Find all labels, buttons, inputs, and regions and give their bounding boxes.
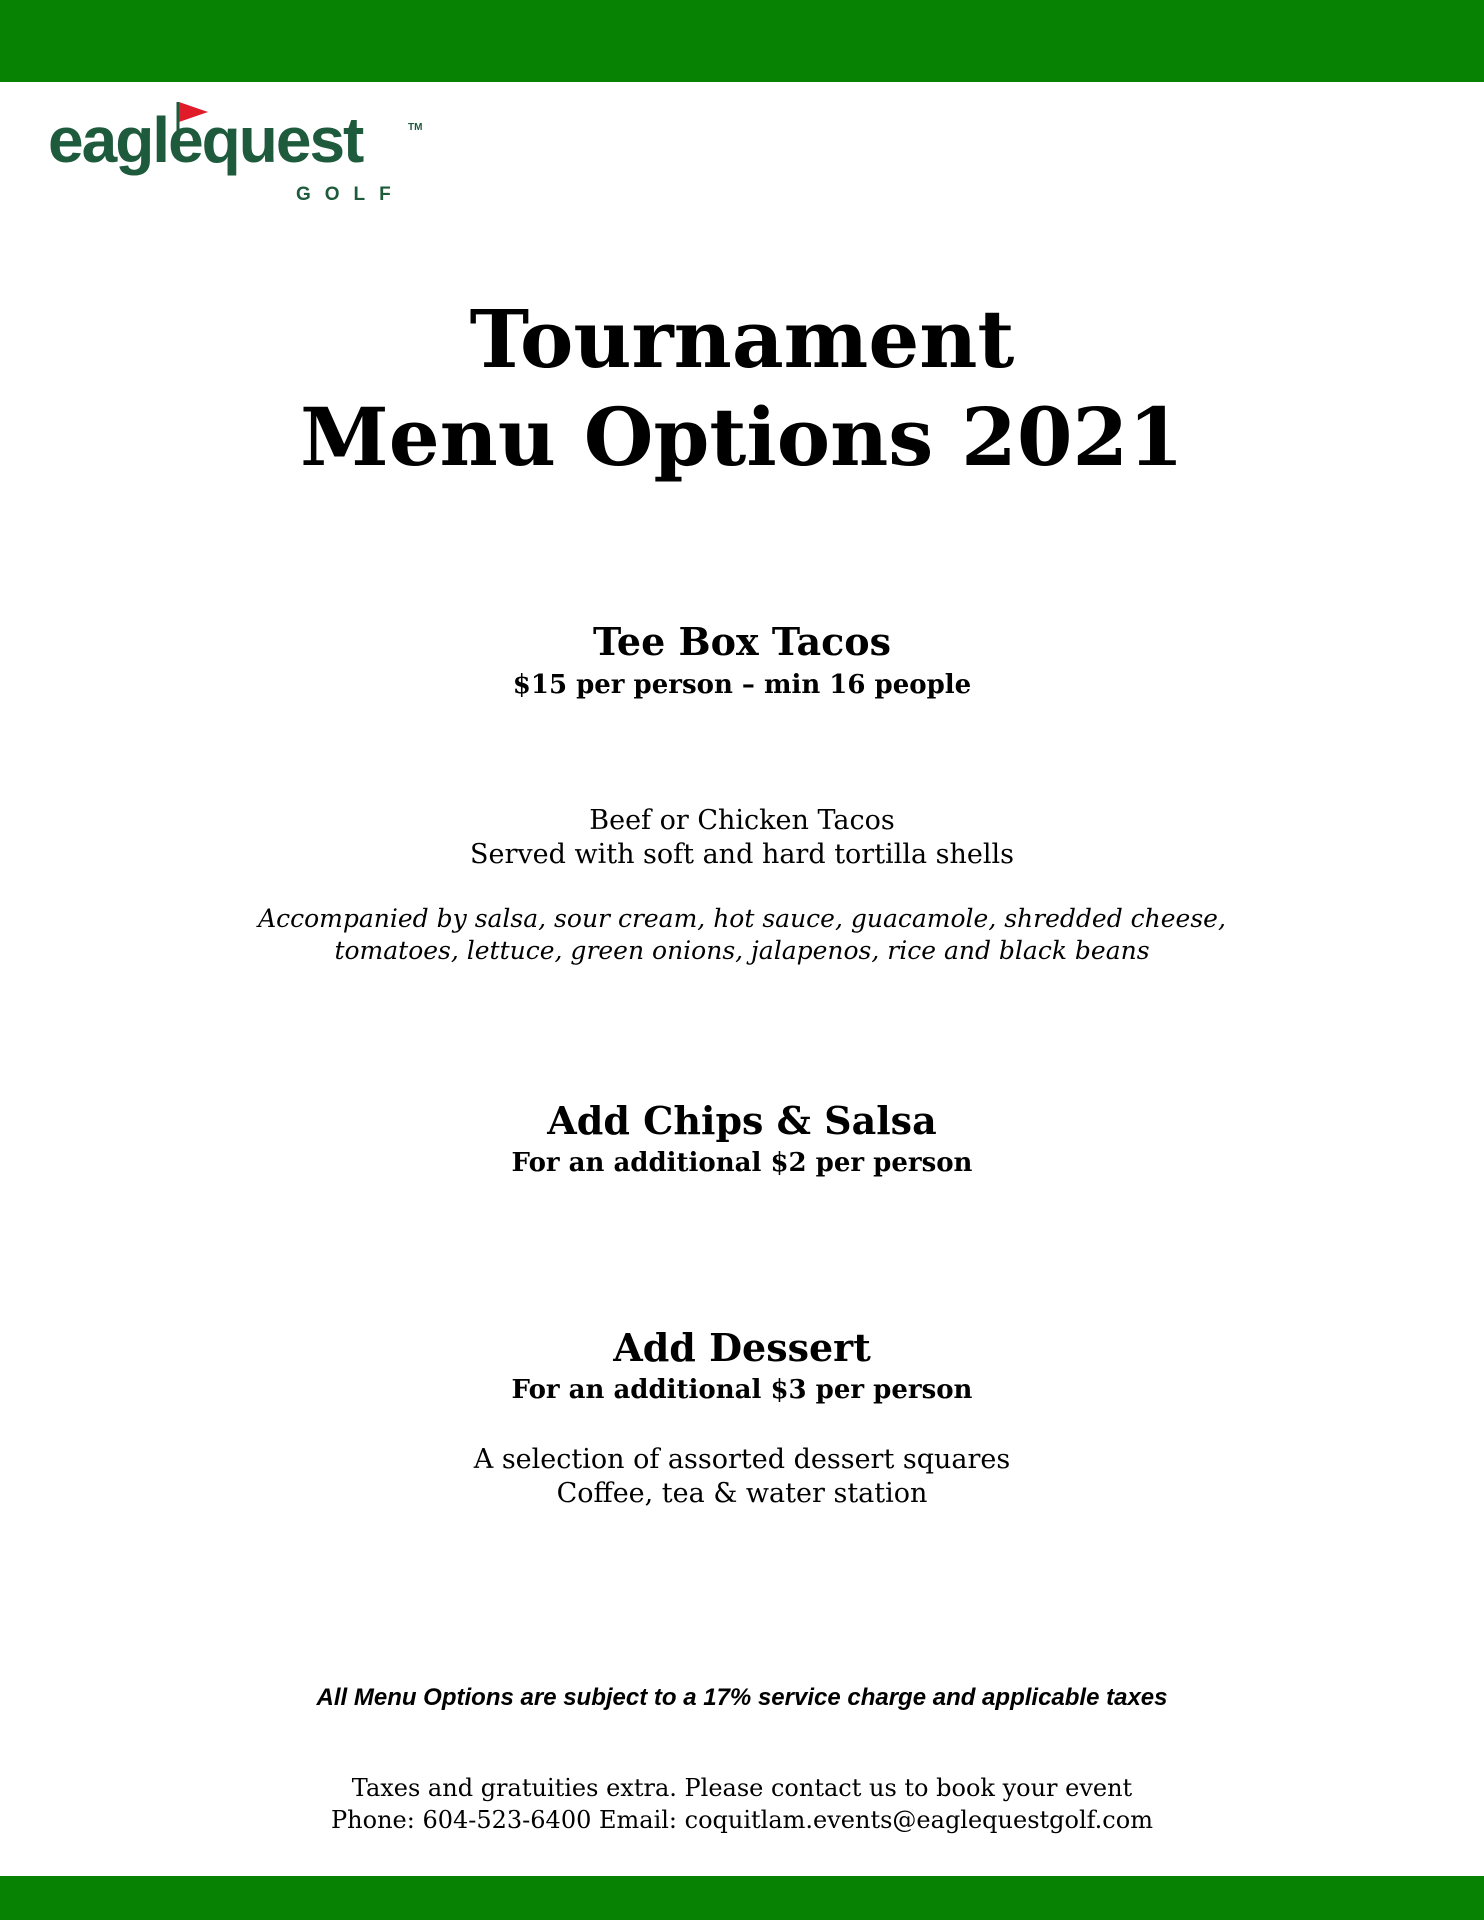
logo-subtitle: GOLF	[296, 184, 405, 205]
logo-trademark: TM	[408, 122, 423, 133]
footer-contact: Phone: 604-523-6400 Email: coquitlam.events@eaglequestgolf.com	[331, 1806, 1153, 1834]
dessert-price: For an additional $3 per person	[511, 1375, 973, 1405]
footer-line-1: Taxes and gratuities extra. Please contact us to book your event	[351, 1774, 1133, 1802]
title-line-1: Tournament	[469, 292, 1015, 386]
tacos-line-2: Served with soft and hard tortilla shells	[470, 839, 1014, 870]
tacos-line-1: Beef or Chicken Tacos	[589, 805, 895, 836]
bottom-green-band	[0, 1876, 1484, 1920]
dessert-heading: Add Dessert	[613, 1325, 871, 1370]
dessert-line-2: Coffee, tea & water station	[556, 1478, 928, 1509]
page-title	[0, 290, 1484, 486]
title-line-2: Menu Options 2021	[300, 390, 1184, 484]
chips-heading: Add Chips & Salsa	[547, 1098, 937, 1143]
tacos-price: $15 per person – min 16 people	[512, 670, 972, 700]
chips-price: For an additional $2 per person	[511, 1148, 973, 1178]
tacos-accompaniments-2: tomatoes, lettuce, green onions, jalapenos, rice and black beans	[334, 936, 1150, 965]
eaglequest-logo	[48, 98, 438, 208]
logo-wordmark: eaglequest	[48, 104, 363, 176]
top-green-band	[0, 0, 1484, 82]
service-charge-notice: All Menu Options are subject to a 17% service charge and applicable taxes	[316, 1684, 1168, 1711]
tacos-heading: Tee Box Tacos	[593, 619, 891, 664]
tacos-accompaniments-1: Accompanied by salsa, sour cream, hot sauce, guacamole, shredded cheese,	[258, 904, 1226, 933]
dessert-line-1: A selection of assorted dessert squares	[473, 1444, 1011, 1475]
